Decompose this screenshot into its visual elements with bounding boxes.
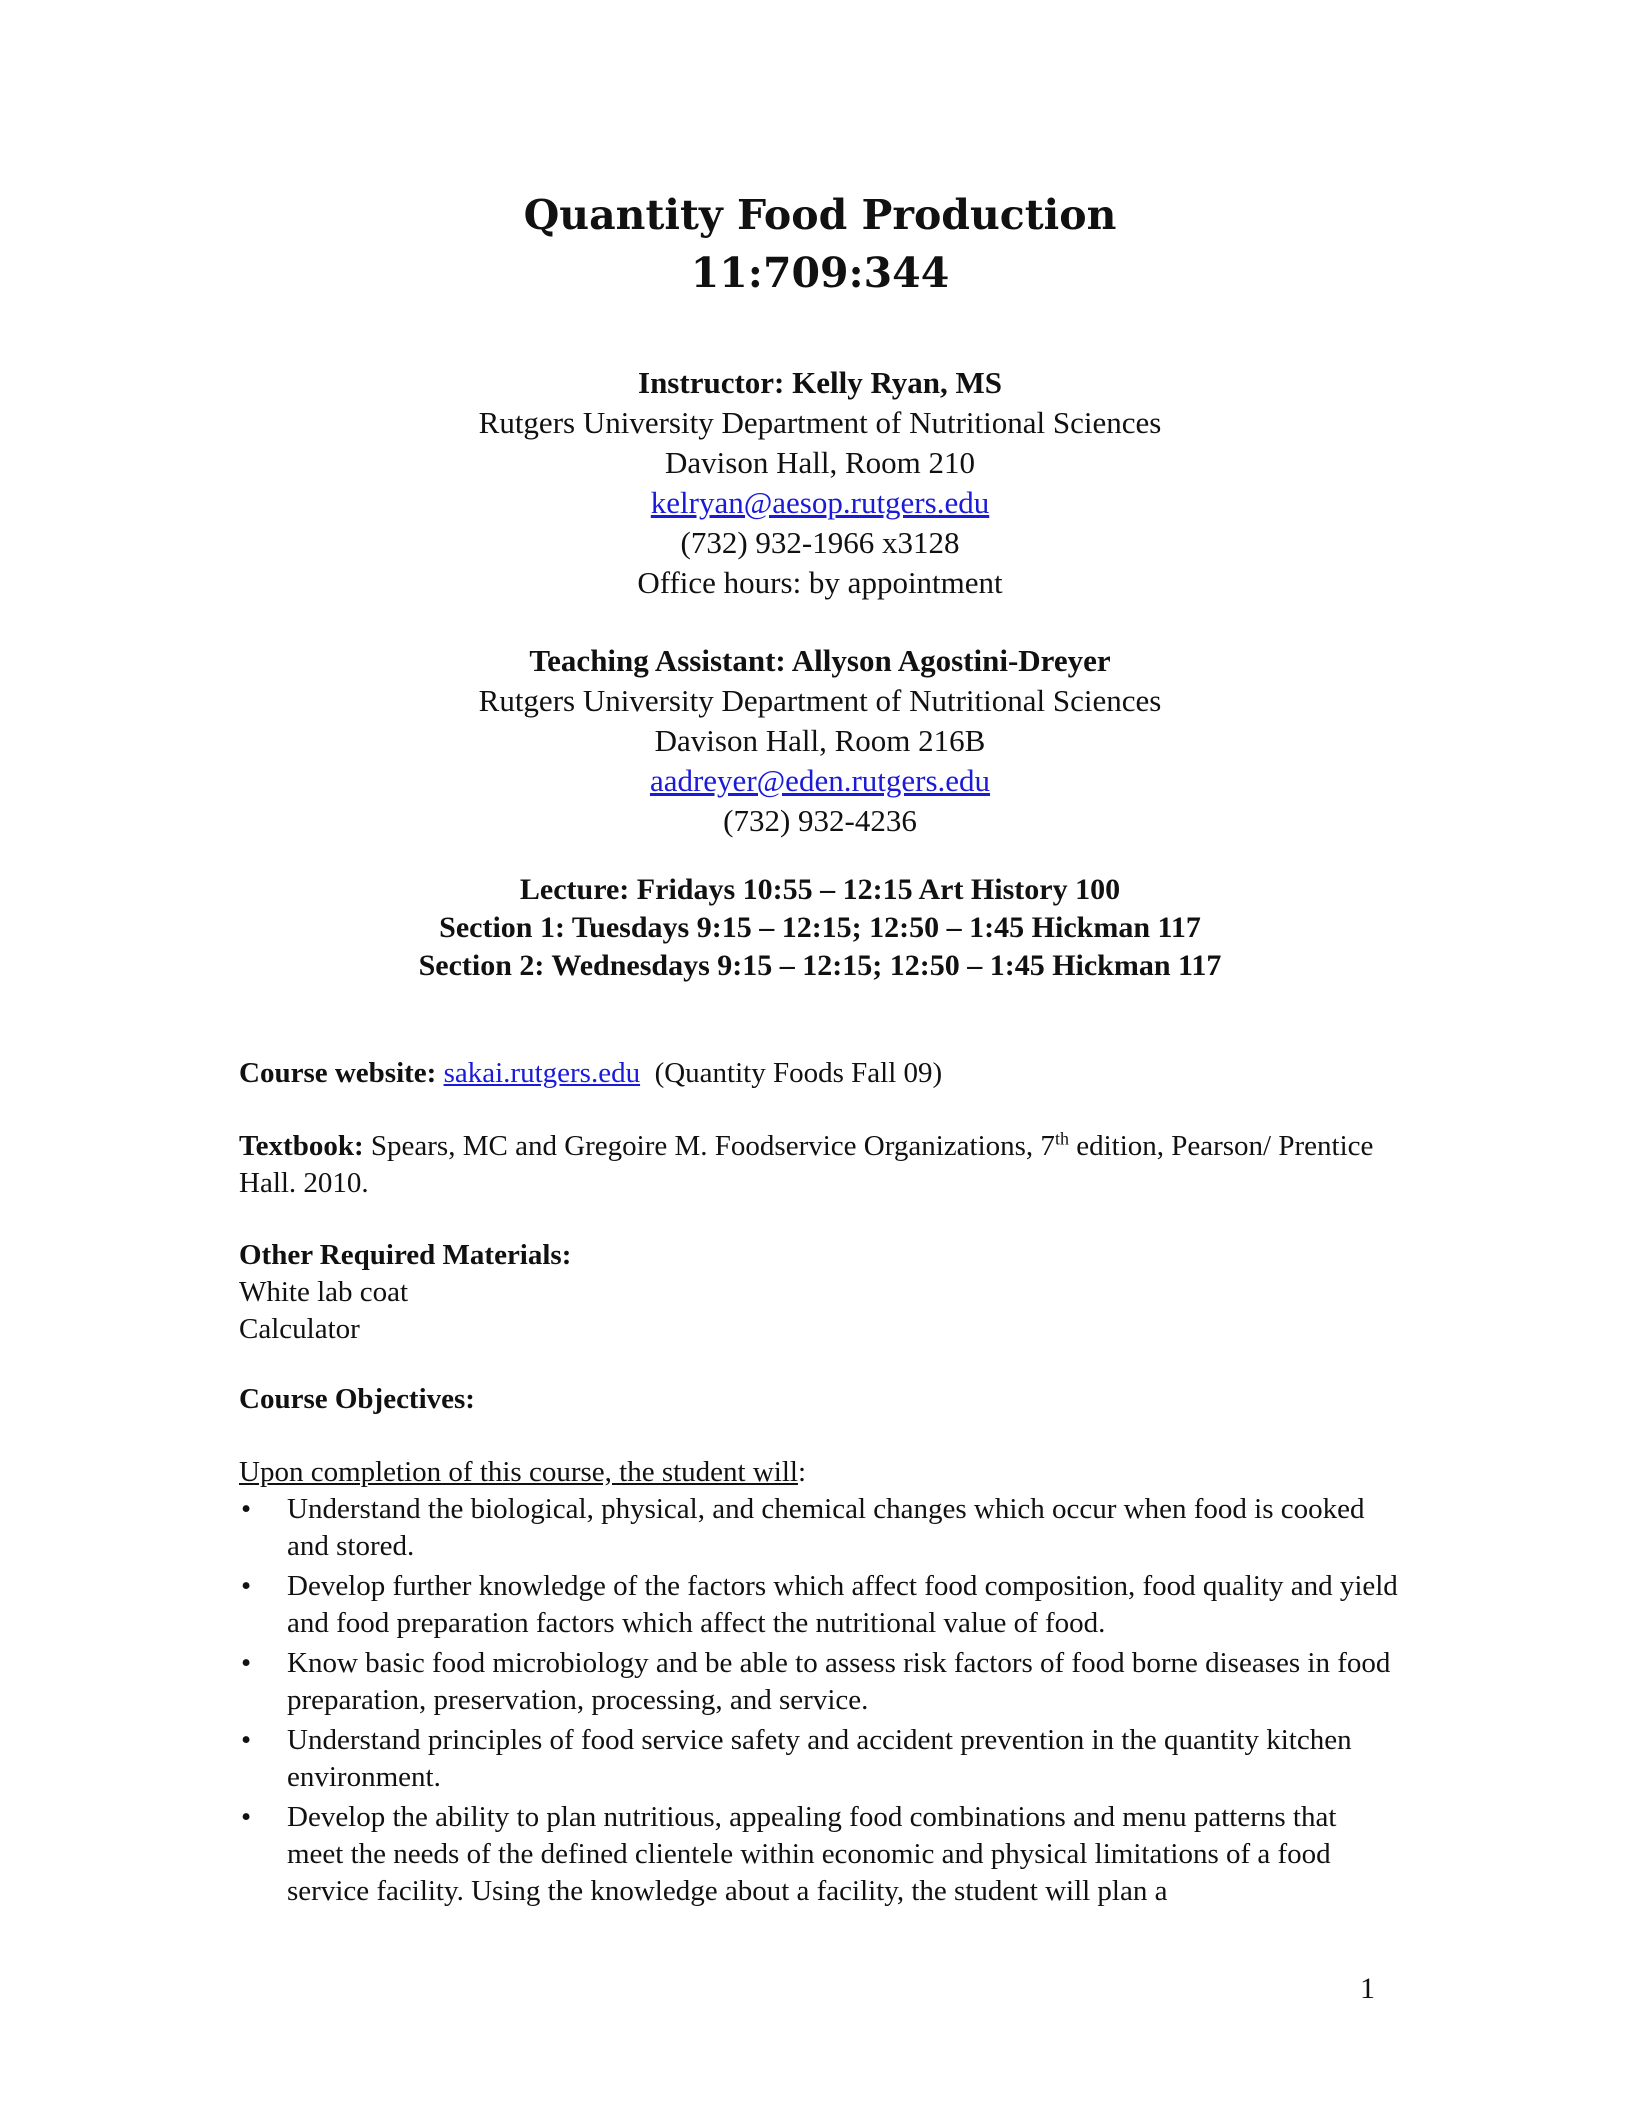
ta-dept: Rutgers University Department of Nutritional Sciences [478, 683, 1162, 718]
textbook-text-after: edition, Pearson/ Prentice Hall. 2010. [239, 1130, 1374, 1199]
list-item [239, 1491, 1399, 1565]
instructor-phone: (732) 932-1966 x3128 [680, 525, 960, 560]
list-item [239, 1645, 1399, 1719]
bullet-icon: • [241, 1570, 252, 1602]
textbook [239, 1128, 1399, 1202]
page-number: 1 [1360, 1972, 1375, 2005]
objective-text: Know basic food microbiology and be able to assess risk factors of food borne diseases in food preparation, preservation, processing, and service. [287, 1647, 1391, 1716]
bullet-icon: • [241, 1493, 252, 1525]
instructor-block [0, 363, 1640, 603]
section1-schedule: Section 1: Tuesdays 9:15 – 12:15; 12:50 – 1:45 Hickman 117 [439, 911, 1201, 944]
ta-heading: Teaching Assistant: Allyson Agostini-Dreyer [529, 643, 1111, 678]
website-link[interactable]: sakai.rutgers.edu [443, 1057, 641, 1089]
lecture-schedule: Lecture: Fridays 10:55 – 12:15 Art History 100 [519, 873, 1121, 906]
instructor-room: Davison Hall, Room 210 [665, 445, 975, 480]
bullet-icon: • [241, 1647, 252, 1679]
bullet-icon: • [241, 1724, 252, 1756]
objective-text: Develop the ability to plan nutritious, appealing food combinations and menu patterns that meet the needs of the defined clientele within economic and physical limitations of a food service facility. Using the knowledge about a facility, the student will plan a [287, 1801, 1337, 1907]
objective-text: Understand the biological, physical, and chemical changes which occur when food is cooked and stored. [287, 1493, 1365, 1562]
section2-schedule: Section 2: Wednesdays 9:15 – 12:15; 12:50 – 1:45 Hickman 117 [418, 949, 1222, 982]
required-materials [239, 1237, 1399, 1348]
ta-email-link[interactable]: aadreyer@eden.rutgers.edu [649, 763, 991, 798]
material-item: White lab coat [239, 1276, 409, 1308]
instructor-heading: Instructor: Kelly Ryan, MS [638, 365, 1002, 400]
schedule-block [0, 871, 1640, 985]
objectives-list [239, 1491, 1399, 1910]
course-objectives [239, 1381, 1399, 1913]
objective-text: Develop further knowledge of the factors which affect food composition, food quality and yield and food preparation factors which affect the nutritional value of food. [287, 1570, 1398, 1639]
instructor-office-hours: Office hours: by appointment [637, 565, 1003, 600]
list-item [239, 1568, 1399, 1642]
objectives-intro [239, 1454, 1399, 1491]
website-label: Course website: [239, 1057, 437, 1089]
document-title [0, 186, 1640, 302]
textbook-text: Spears, MC and Gregoire M. Foodservice Organizations, 7 [370, 1130, 1055, 1162]
objective-text: Understand principles of food service safety and accident prevention in the quantity kitchen environment. [287, 1724, 1352, 1793]
ta-room: Davison Hall, Room 216B [654, 723, 986, 758]
instructor-dept: Rutgers University Department of Nutritional Sciences [478, 405, 1162, 440]
ta-phone: (732) 932-4236 [723, 803, 917, 838]
list-item [239, 1799, 1399, 1910]
objectives-intro-text: Upon completion of this course, the student will [239, 1456, 798, 1488]
textbook-edition-sup: th [1054, 1128, 1069, 1149]
bullet-icon: • [241, 1801, 252, 1833]
objectives-intro-colon: : [797, 1456, 807, 1488]
instructor-email-link[interactable]: kelryan@aesop.rutgers.edu [650, 485, 990, 520]
course-title: Quantity Food Production [523, 191, 1117, 239]
materials-label: Other Required Materials: [239, 1239, 572, 1271]
material-item: Calculator [239, 1313, 360, 1345]
course-number: 11:709:344 [690, 249, 950, 297]
website-note: (Quantity Foods Fall 09) [654, 1057, 943, 1089]
course-website [239, 1055, 1399, 1092]
list-item [239, 1722, 1399, 1796]
objectives-label: Course Objectives: [239, 1383, 475, 1415]
textbook-label: Textbook: [239, 1130, 364, 1162]
ta-block [0, 641, 1640, 841]
